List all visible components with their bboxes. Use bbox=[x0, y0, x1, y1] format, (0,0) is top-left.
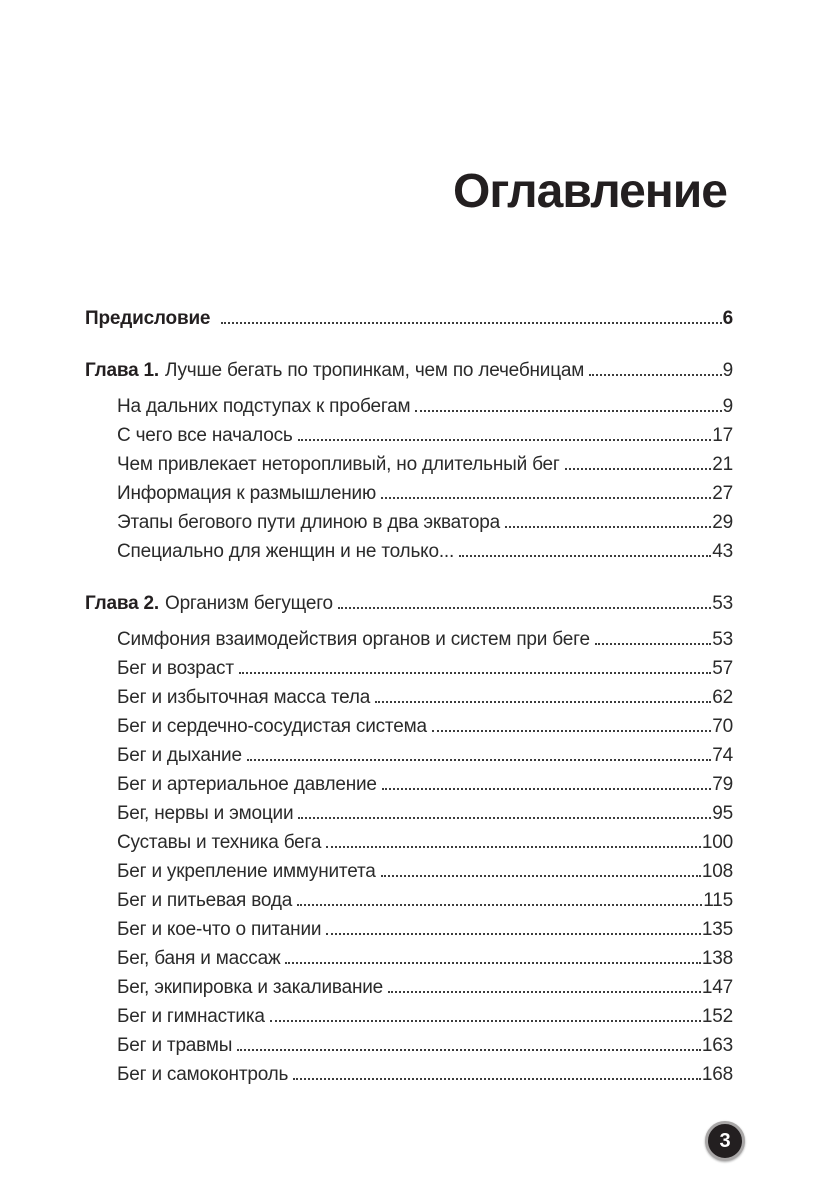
toc-entry bbox=[85, 861, 733, 890]
toc-page-number: 152 bbox=[701, 1006, 733, 1027]
toc-entry-chapter-label: Глава 1. bbox=[85, 360, 159, 381]
toc-leader-dots bbox=[293, 1078, 701, 1080]
toc-leader-dots bbox=[565, 468, 712, 470]
toc-entry-title: На дальних подступах к пробегам bbox=[117, 396, 411, 417]
toc-leader-dots bbox=[338, 607, 711, 609]
toc-leader-dots bbox=[381, 875, 701, 877]
toc-page-number: 108 bbox=[701, 861, 733, 882]
toc-leader-dots bbox=[375, 701, 711, 703]
toc-entry-title: Бег, экипировка и закаливание bbox=[117, 977, 384, 998]
toc-entry-title: Бег и сердечно-сосудистая система bbox=[117, 716, 427, 737]
toc-entry bbox=[85, 774, 733, 803]
toc-leader-dots bbox=[270, 1020, 701, 1022]
toc-leader-dots bbox=[589, 374, 721, 376]
toc-entry bbox=[85, 948, 733, 977]
toc-entry bbox=[85, 890, 733, 919]
toc-page-number: 163 bbox=[701, 1035, 733, 1056]
toc-entry-title: Информация к размышлению bbox=[117, 483, 377, 504]
toc-page-number: 27 bbox=[712, 483, 733, 504]
toc-page-number: 53 bbox=[712, 629, 733, 650]
toc-entry bbox=[85, 308, 733, 337]
page-number: 3 bbox=[719, 1129, 731, 1152]
toc-entry bbox=[85, 512, 733, 541]
toc-entry-title: Лучше бегать по тропинкам, чем по лечебницам bbox=[164, 360, 585, 381]
toc-entry-title: Бег и травмы bbox=[117, 1035, 233, 1056]
toc-list bbox=[85, 308, 733, 1093]
toc-entry-title: Бег и гимнастика bbox=[117, 1006, 265, 1027]
toc-leader-dots bbox=[239, 672, 711, 674]
toc-leader-dots bbox=[285, 962, 700, 964]
toc-leader-dots bbox=[505, 526, 711, 528]
toc-leader-dots bbox=[381, 497, 711, 499]
toc-entry-title: Бег и самоконтроль bbox=[117, 1064, 289, 1085]
toc-entry bbox=[85, 541, 733, 570]
toc-entry bbox=[85, 832, 733, 861]
toc-entry bbox=[85, 593, 733, 622]
toc-leader-dots bbox=[382, 788, 711, 790]
page-title: Оглавление bbox=[453, 165, 727, 219]
toc-page-number: 168 bbox=[701, 1064, 733, 1085]
toc-entry-title: Бег и кое-что о питании bbox=[117, 919, 322, 940]
toc-entry bbox=[85, 716, 733, 745]
toc-entry bbox=[85, 1035, 733, 1064]
toc-entry-title: С чего все началось bbox=[117, 425, 293, 446]
toc-entry-title: Бег, нервы и эмоции bbox=[117, 803, 294, 824]
toc-page-number: 62 bbox=[712, 687, 733, 708]
toc-entry bbox=[85, 454, 733, 483]
toc-page-number: 147 bbox=[701, 977, 733, 998]
page-number-badge bbox=[705, 1121, 745, 1161]
toc-page-number: 43 bbox=[712, 541, 733, 562]
toc-leader-dots bbox=[595, 643, 711, 645]
toc-entry bbox=[85, 977, 733, 1006]
toc-page-number: 95 bbox=[712, 803, 733, 824]
toc-leader-dots bbox=[237, 1049, 701, 1051]
toc-entry-title: Бег и дыхание bbox=[117, 745, 242, 766]
toc-page-number: 74 bbox=[712, 745, 733, 766]
toc-page-number: 17 bbox=[712, 425, 733, 446]
toc-leader-dots bbox=[247, 759, 711, 761]
toc-entry-title: Бег, баня и массаж bbox=[117, 948, 281, 969]
toc-page-number: 115 bbox=[703, 890, 733, 911]
toc-entry-title: Бег и артериальное давление bbox=[117, 774, 377, 795]
toc-entry bbox=[85, 1006, 733, 1035]
toc-page-number: 29 bbox=[712, 512, 733, 533]
toc-leader-dots bbox=[432, 730, 711, 732]
toc-leader-dots bbox=[326, 933, 701, 935]
toc-leader-dots bbox=[388, 991, 701, 993]
toc-entry bbox=[85, 919, 733, 948]
toc-page-number: 138 bbox=[701, 948, 733, 969]
toc-entry-title: Бег и питьевая вода bbox=[117, 890, 293, 911]
toc-entry-title: Бег и избыточная масса тела bbox=[117, 687, 371, 708]
toc-leader-dots bbox=[298, 439, 712, 441]
toc-entry-title: Бег и возраст bbox=[117, 658, 234, 679]
toc-entry bbox=[85, 745, 733, 774]
toc-entry-title: Специально для женщин и не только... bbox=[117, 541, 455, 562]
toc-entry bbox=[85, 687, 733, 716]
toc-entry bbox=[85, 629, 733, 658]
toc-page-number: 135 bbox=[701, 919, 733, 940]
toc-leader-dots bbox=[221, 322, 721, 324]
toc-entry bbox=[85, 1064, 733, 1093]
toc-page-number: 100 bbox=[701, 832, 733, 853]
toc-entry-title: Организм бегущего bbox=[164, 593, 333, 614]
toc-entry bbox=[85, 483, 733, 512]
toc-page-number: 57 bbox=[712, 658, 733, 679]
toc-entry bbox=[85, 425, 733, 454]
toc-entry-title: Чем привлекает неторопливый, но длительный бег bbox=[117, 454, 560, 475]
toc-leader-dots bbox=[298, 817, 711, 819]
toc-entry-title: Этапы бегового пути длиною в два экватора bbox=[117, 512, 501, 533]
toc-page-number: 53 bbox=[712, 593, 733, 614]
toc-entry bbox=[85, 360, 733, 389]
toc-entry bbox=[85, 658, 733, 687]
toc-leader-dots bbox=[459, 555, 711, 557]
toc-page-number: 79 bbox=[712, 774, 733, 795]
toc-entry-title: Суставы и техника бега bbox=[117, 832, 322, 853]
toc-page-number: 9 bbox=[722, 360, 733, 381]
toc-entry-chapter-label: Предисловие bbox=[85, 308, 211, 329]
toc-entry bbox=[85, 803, 733, 832]
toc-entry-title: Симфония взаимодействия органов и систем при беге bbox=[117, 629, 590, 650]
toc-entry bbox=[85, 396, 733, 425]
toc-leader-dots bbox=[297, 904, 702, 906]
toc-page-number: 6 bbox=[722, 308, 733, 329]
toc-leader-dots bbox=[415, 410, 721, 412]
toc-leader-dots bbox=[326, 846, 701, 848]
toc-page-number: 21 bbox=[712, 454, 733, 475]
toc-entry-title: Бег и укрепление иммунитета bbox=[117, 861, 376, 882]
toc-page-number: 9 bbox=[722, 396, 733, 417]
toc-page-number: 70 bbox=[712, 716, 733, 737]
toc-entry-chapter-label: Глава 2. bbox=[85, 593, 159, 614]
